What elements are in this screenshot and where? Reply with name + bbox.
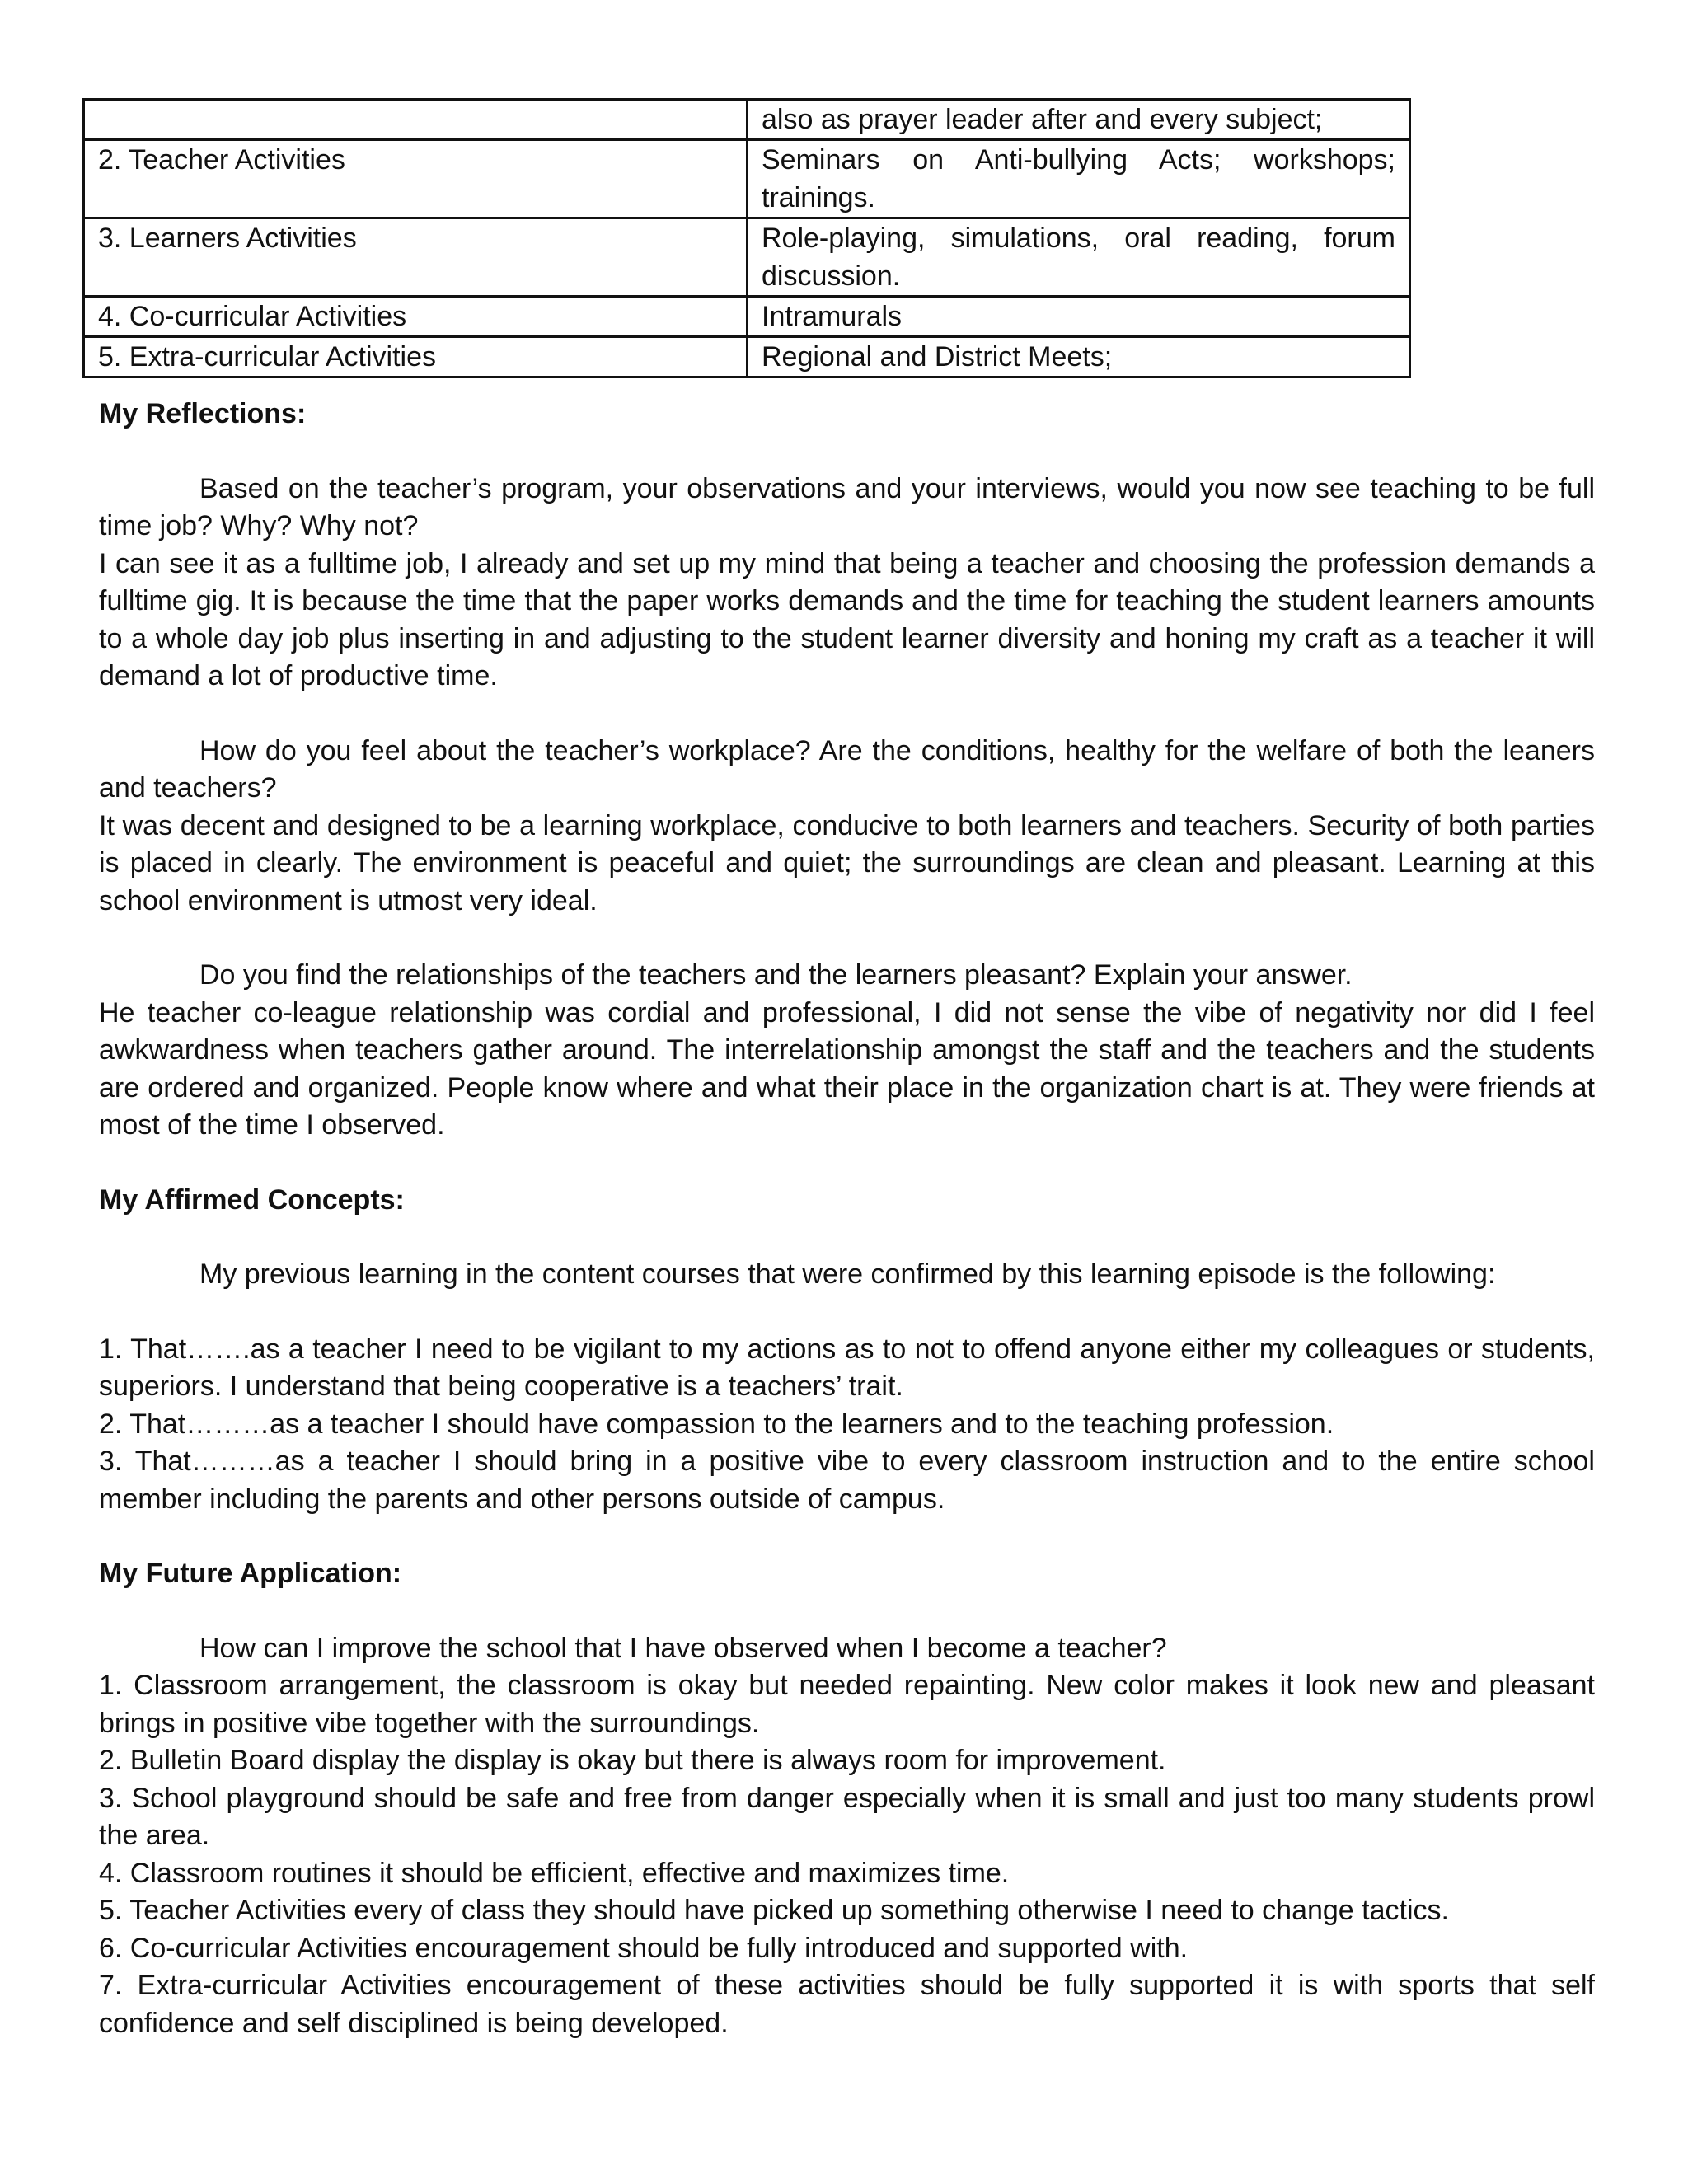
future-item: 6. Co-curricular Activities encouragement should be fully introduced and supported with. xyxy=(99,1932,1189,1964)
affirmed-item: 3. That………as a teacher I should bring in a positive vibe to every classroom instruction and to the entire school member including the parents and other persons outside of campus. xyxy=(99,1446,1595,1515)
document-body xyxy=(99,396,1595,2042)
future-item: 7. Extra-curricular Activities encouragement of these activities should be fully supported it is with sports that self confidence and self disciplined is being developed. xyxy=(99,1970,1595,2039)
future-heading: My Future Application: xyxy=(99,1558,402,1589)
table-row xyxy=(84,140,1410,218)
future-item: 2. Bulletin Board display the display is okay but there is always room for improvement. xyxy=(99,1745,1166,1776)
affirmed-heading: My Affirmed Concepts: xyxy=(99,1183,405,1216)
future-item: 1. Classroom arrangement, the classroom is okay but needed repainting. New color makes it look new and pleasant brings in positive vibe together with the surroundings. xyxy=(99,1670,1595,1739)
table-cell-activity: 5. Extra-curricular Activities xyxy=(84,337,748,377)
table-row xyxy=(84,297,1410,337)
table-cell-activity: 3. Learners Activities xyxy=(84,218,748,297)
table-row xyxy=(84,337,1410,377)
reflection-answer-1: I can see it as a fulltime job, I already and set up my mind that being a teacher and choosing the profession demands a fulltime gig. It is because the time that the paper works demands and the time for teaching the student learners amounts to a whole day job plus inserting in and adjusting to the student learner diversity and honing my craft as a teacher it will demand a lot of productive time. xyxy=(99,547,1595,691)
activities-table xyxy=(82,98,1411,378)
reflection-question-2: How do you feel about the teacher’s workplace? Are the conditions, healthy for the welfare of both the leaners and teachers? xyxy=(99,734,1595,804)
affirmed-item: 2. That………as a teacher I should have compassion to the learners and to the teaching profession. xyxy=(99,1408,1334,1440)
future-intro: How can I improve the school that I have observed when I become a teacher? xyxy=(199,1632,1167,1664)
future-item: 4. Classroom routines it should be efficient, effective and maximizes time. xyxy=(99,1857,1010,1889)
table-cell-activity xyxy=(84,100,748,140)
future-item: 5. Teacher Activities every of class they should have picked up something otherwise I need to change tactics. xyxy=(99,1895,1449,1926)
affirmed-intro: My previous learning in the content courses that were confirmed by this learning episode is the following: xyxy=(199,1258,1496,1290)
table-cell-description: Regional and District Meets; xyxy=(748,337,1410,377)
table-cell-description: Role-playing, simulations, oral reading, forum discussion. xyxy=(748,218,1410,297)
table-row xyxy=(84,218,1410,297)
reflection-question-1: Based on the teacher’s program, your observations and your interviews, would you now see teaching to be full time job? Why? Why not? xyxy=(99,472,1595,541)
affirmed-item: 1. That…….as a teacher I need to be vigilant to my actions as to not to offend anyone either my colleagues or students, superiors. I understand that being cooperative is a teachers’ trait. xyxy=(99,1333,1595,1402)
future-item: 3. School playground should be safe and free from danger especially when it is small and just too many students prowl the area. xyxy=(99,1782,1595,1851)
reflection-question-3: Do you find the relationships of the teachers and the learners pleasant? Explain your answer. xyxy=(199,959,1353,991)
table-row xyxy=(84,100,1410,140)
table-cell-description: Intramurals xyxy=(748,297,1410,337)
reflection-answer-2: It was decent and designed to be a learning workplace, conducive to both learners and teachers. Security of both parties is placed in clearly. The environment is peaceful and quiet; the surroundings are clean and pleasant. Learning at this school environment is utmost very ideal. xyxy=(99,809,1595,916)
reflection-answer-3: He teacher co-league relationship was cordial and professional, I did not sense the vibe of negativity nor did I feel awkwardness when teachers gather around. The interrelationship amongst the staff and the teachers and the students are ordered and organized. People know where and what their place in the organization chart is at. They were friends at most of the time I observed. xyxy=(99,996,1595,1141)
table-cell-activity: 4. Co-curricular Activities xyxy=(84,297,748,337)
table-cell-activity: 2. Teacher Activities xyxy=(84,140,748,218)
table-cell-description: also as prayer leader after and every subject; xyxy=(748,100,1410,140)
reflections-heading: My Reflections: xyxy=(99,398,307,429)
table-cell-description: Seminars on Anti-bullying Acts; workshops; trainings. xyxy=(748,140,1410,218)
